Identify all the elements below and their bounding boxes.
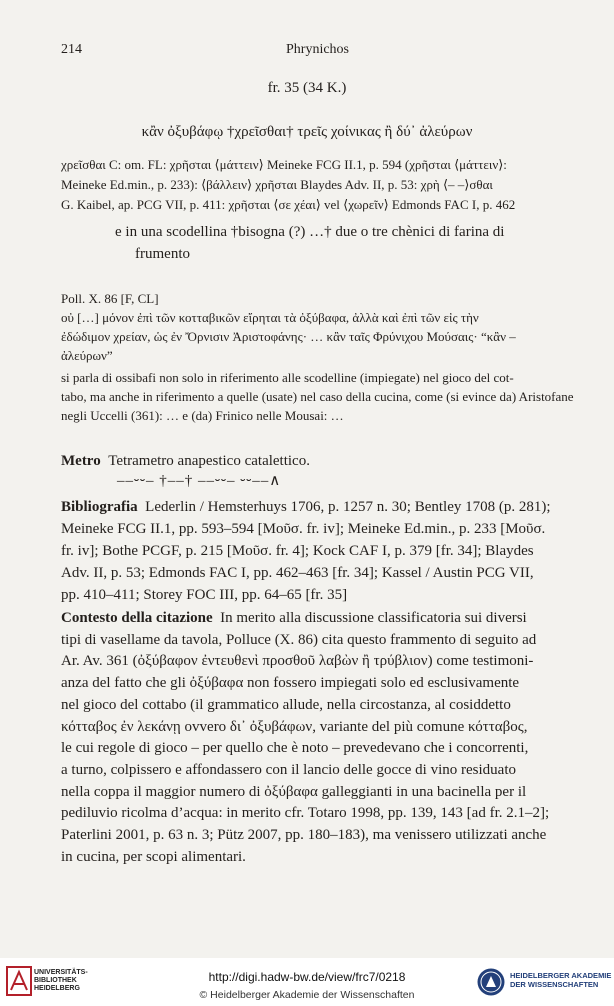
apparatus-line: χρεῖσθαι C: om. FL: χρῆσται ⟨μάττειν⟩ Meineke FCG II.1, p. 594 (χρῆσται ⟨μάττειν⟩: — [61, 157, 507, 172]
contesto-line: a turno, colpissero e affondassero con il lancio delle gocce di vino residuato — [61, 761, 516, 778]
metro-section — [61, 451, 574, 491]
source-translation — [61, 368, 574, 425]
source-line: ἀλεύρων” — [61, 348, 113, 363]
contesto-line: tipi di vasellame da tavola, Polluce (X. 86) cita questo frammento di seguito ad — [61, 631, 537, 648]
contesto-line: le cui regole di gioco – per quello che è noto – prevedevano che i concorrenti, — [61, 740, 529, 757]
bibliografia-line: Meineke FCG II.1, pp. 593–594 [Μοῦσ. fr. iv]; Meineke Ed.min., p. 233 [Μοῦσ. — [61, 521, 546, 537]
source-translation-line: tabo, ma anche in riferimento a quelle (usate) nel caso della cucina, come (si evince da) Aristofane — [61, 389, 574, 404]
contesto-line: in cucina, per scopi alimentari. — [61, 848, 246, 865]
fragment-title: fr. 35 (34 K.) — [267, 80, 347, 96]
copyright-notice: © Heidelberger Akademie der Wissenschaften — [199, 989, 415, 1001]
source-passage — [61, 289, 574, 365]
contesto-label: Contesto della citazione — [61, 610, 213, 626]
contesto-line: κότταβος ἐν λεκάνῃ ovvero δι᾽ ὀξυβάφων, variante del più comune κότταβος, — [61, 718, 528, 735]
fragment-verse: κἂν ὀξυβάφῳ †χρεῖσθαι† τρεῖς χοίνικας ἢ δύ᾽ ἀλεύρων — [141, 124, 473, 140]
bibliografia-label: Bibliografia — [61, 499, 138, 515]
source-line: Poll. X. 86 [F, CL] — [61, 291, 159, 306]
academy-name: HEIDELBERGER AKADEMIE DER WISSENSCHAFTEN — [510, 971, 612, 989]
academy-seal-icon — [476, 967, 506, 997]
apparatus-line: Meineke Ed.min., p. 233): ⟨βάλλειν⟩ χρῆσται Blaydes Adv. II, p. 53: χρὴ ⟨– –⟩σθαι — [61, 177, 493, 192]
university-library-name: UNIVERSITÄTS- BIBLIOTHEK HEIDELBERG — [34, 969, 88, 992]
contesto-line: anza del fatto che gli ὀξύβαφα non fossero impiegati solo ed esclusivamente — [61, 675, 520, 692]
translation-line: e in una scodellina †bisogna (?) …† due o tre chènici di farina di — [115, 224, 505, 240]
bibliografia-section — [61, 496, 574, 606]
source-translation-line: si parla di ossibafi non solo in riferimento alle scodelline (impiegate) nel gioco del cot- — [61, 370, 514, 385]
contesto-line: Paterlini 2001, p. 63 n. 3; Pütz 2007, pp. 180–183), ma venissero utilizzati anche — [61, 827, 547, 844]
contesto-line: Ar. Av. 361 (ὀξύβαφον ἐντευθενὶ προσθοῦ λαβὼν ἢ τρύβλιον) come testimoni- — [61, 653, 534, 670]
bibliografia-line: fr. iv]; Bothe PCGF, p. 215 [Μοῦσ. fr. 4]; Kock CAF I, p. 379 [fr. 34]; Blaydes — [61, 543, 534, 559]
page-number: 214 — [61, 42, 82, 57]
source-translation-line: negli Uccelli (361): … e (da) Frinico nelle Mousai: … — [61, 408, 344, 423]
critical-apparatus — [61, 155, 574, 215]
metrical-scheme: ––⏑⏑– †––† ––⏑⏑– ⏑⏑––∧ — [117, 473, 282, 489]
viewer-footer — [0, 958, 614, 1006]
permalink-url[interactable]: http://digi.hadw-bw.de/view/frc7/0218 — [208, 970, 406, 984]
apparatus-line: G. Kaibel, ap. PCG VII, p. 411: χρῆσται ⟨σε χέαι⟩ vel ⟨χωρεῖν⟩ Edmonds FAC I, p. 462 — [61, 197, 516, 212]
contesto-section — [61, 608, 574, 868]
metro-label: Metro — [61, 453, 101, 469]
translation-line: frumento — [135, 246, 190, 262]
contesto-line: pediluvio ricolma d’acqua: in merito cfr. Totaro 1998, pp. 139, 143 [ad fr. 2.1–2]; — [61, 805, 550, 822]
bibliografia-line: Lederlin / Hemsterhuys 1706, p. 1257 n. 30; Bentley 1708 (p. 281); — [145, 499, 551, 515]
running-title: Phrynichos — [286, 42, 349, 57]
bibliografia-line: pp. 410–411; Storey FOC III, pp. 64–65 [fr. 35] — [61, 587, 348, 603]
source-line: ἐδώδιμον χρείαν, ὡς ἐν Ὄρνισιν Ἀριστοφάνης· … κἂν ταῖς Φρύνιχου Μούσαις· “κἂν – — [61, 329, 516, 344]
contesto-line: nel gioco del cottabo (il grammatico allude, nella circostanza, al cosiddetto — [61, 696, 511, 713]
bibliografia-line: Adv. II, p. 53; Edmonds FAC I, pp. 462–463 [fr. 34]; Kassel / Austin PCG VII, — [61, 565, 534, 581]
fragment-translation — [115, 221, 574, 265]
contesto-line: nella coppa il maggior numero di ὀξύβαφα galleggianti in una bacinella per il — [61, 783, 527, 800]
contesto-line: In merito alla discussione classificatoria sui diversi — [220, 610, 527, 626]
metro-text: Tetrametro anapestico catalettico. — [108, 453, 310, 469]
source-line: οὐ […] μόνον ἐπὶ τῶν κοτταβικῶν εἴρηται τὰ ὀξύβαφα, ἀλλὰ καὶ ἐπὶ τῶν εἰς τὴν — [61, 310, 479, 325]
